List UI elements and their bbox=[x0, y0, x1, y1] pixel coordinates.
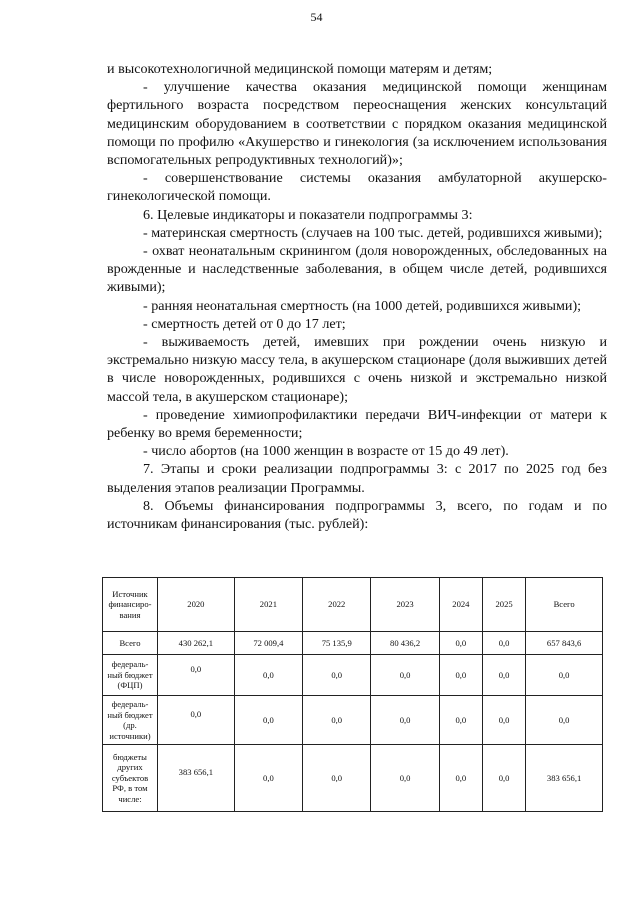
paragraph: - число абортов (на 1000 женщин в возрасте от 15 до 49 лет). bbox=[143, 443, 509, 460]
table-cell: 0,0 bbox=[439, 696, 482, 745]
table-cell: бюджеты других субъектов РФ, в том числе: bbox=[103, 745, 158, 812]
paragraph: 6. Целевые индикаторы и показатели подпрограммы 3: bbox=[143, 206, 473, 223]
table-header-cell: 2021 bbox=[234, 578, 302, 632]
table-row bbox=[103, 745, 603, 812]
document-body bbox=[107, 60, 607, 533]
table-cell: 0,0 bbox=[439, 655, 482, 696]
paragraph: - улучшение качества оказания медицинской помощи женщинам фертильного возраста посредством переоснащения женских консультаций медицинским оборудованием в соответствии с порядком оказания медицинской помощи по профилю «Акушерство и гинекология (за исключением использования вспомогательных репродуктивных технологий)»; bbox=[107, 79, 607, 169]
table-cell: 0,0 bbox=[303, 745, 371, 812]
paragraph: - проведение химиопрофилактики передачи ВИЧ-инфекции от матери к ребенку во время беременности; bbox=[107, 406, 607, 442]
paragraph: - материнская смертность (случаев на 100 тыс. детей, родившихся живыми); bbox=[143, 224, 603, 241]
table-cell bbox=[158, 745, 235, 812]
table-header-cell: 2020 bbox=[158, 578, 235, 632]
paragraph: и высокотехнологичной медицинской помощи матерям и детям; bbox=[107, 61, 493, 77]
table-cell: 0,0 bbox=[303, 655, 371, 696]
table-row bbox=[103, 655, 603, 696]
table-cell: 0,0 bbox=[234, 745, 302, 812]
table-cell bbox=[158, 696, 235, 745]
paragraph: 7. Этапы и сроки реализации подпрограммы 3: с 2017 по 2025 год без выделения этапов реализации Программы. bbox=[107, 461, 607, 496]
table-cell: 0,0 bbox=[482, 632, 525, 655]
table-cell: 0,0 bbox=[526, 655, 603, 696]
table-header-cell: 2023 bbox=[371, 578, 439, 632]
paragraph: 8. Объемы финансирования подпрограммы 3, всего, по годам и по источникам финансирования (тыс. рублей): bbox=[107, 497, 607, 533]
table-cell: 0,0 bbox=[371, 745, 439, 812]
table-cell: 0,0 bbox=[234, 696, 302, 745]
paragraph: - смертность детей от 0 до 17 лет; bbox=[143, 315, 346, 332]
table-cell: 0,0 bbox=[482, 745, 525, 812]
paragraph: - выживаемость детей, имевших при рождении очень низкую и экстремально низкую массу тела, в акушерском стационаре (доля выживших детей в числе новорожденных, родившихся с очень низкой и экстремально низкой массой тела, в акушерском стационаре); bbox=[107, 334, 607, 405]
table-cell: 383 656,1 bbox=[526, 745, 603, 812]
table-header-cell: 2025 bbox=[482, 578, 525, 632]
cell-value: 0,0 bbox=[190, 708, 202, 719]
paragraph: - совершенствование системы оказания амбулаторной акушерско-гинекологической помощи. bbox=[107, 170, 607, 205]
table-header-cell: Источник финансиро-вания bbox=[103, 578, 158, 632]
table-cell: 0,0 bbox=[439, 745, 482, 812]
table-cell: Всего bbox=[103, 632, 158, 655]
financing-table bbox=[102, 577, 603, 812]
table-row bbox=[103, 696, 603, 745]
table-cell: 0,0 bbox=[482, 696, 525, 745]
table-cell: 430 262,1 bbox=[158, 632, 235, 655]
table-cell: 0,0 bbox=[439, 632, 482, 655]
paragraph: - ранняя неонатальная смертность (на 1000 детей, родившихся живыми); bbox=[143, 297, 582, 314]
table-cell: 0,0 bbox=[371, 655, 439, 696]
cell-value: 0,0 bbox=[190, 663, 202, 674]
table-header-cell: 2022 bbox=[303, 578, 371, 632]
table-header-row bbox=[103, 578, 603, 632]
table-row bbox=[103, 632, 603, 655]
table-cell: 75 135,9 bbox=[303, 632, 371, 655]
table-cell: 657 843,6 bbox=[526, 632, 603, 655]
table-cell: 0,0 bbox=[371, 696, 439, 745]
table-cell: 0,0 bbox=[234, 655, 302, 696]
table-cell: 0,0 bbox=[526, 696, 603, 745]
table-header-cell: 2024 bbox=[439, 578, 482, 632]
table-cell: 80 436,2 bbox=[371, 632, 439, 655]
table-cell: федераль-ный бюджет (др. источники) bbox=[103, 696, 158, 745]
paragraph: - охват неонатальным скринингом (доля новорожденных, обследованных на врожденные и наследственные заболевания, в общем числе детей, родившихся живыми); bbox=[107, 243, 607, 296]
cell-value: 383 656,1 bbox=[178, 766, 214, 777]
table-cell bbox=[158, 655, 235, 696]
table-cell: 0,0 bbox=[482, 655, 525, 696]
table-cell: 72 009,4 bbox=[234, 632, 302, 655]
table-cell: федераль-ный бюджет (ФЦП) bbox=[103, 655, 158, 696]
table-cell: 0,0 bbox=[303, 696, 371, 745]
table-header-cell: Всего bbox=[526, 578, 603, 632]
page-number: 54 bbox=[310, 10, 323, 24]
